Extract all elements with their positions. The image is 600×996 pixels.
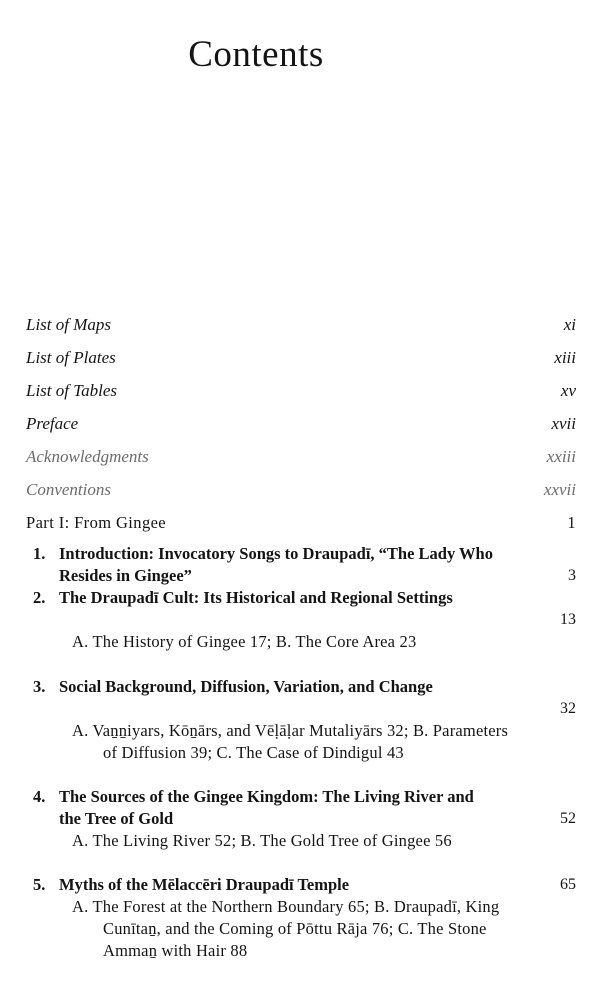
toc-entry-label: List of Tables bbox=[26, 381, 118, 400]
toc-entry-page: xxiii bbox=[546, 447, 576, 466]
toc-entry-list-of-maps[interactable] bbox=[26, 315, 576, 335]
toc-entry-acknowledgments[interactable] bbox=[26, 447, 576, 467]
chapter-number: 1. bbox=[33, 544, 46, 563]
chapter-page: 52 bbox=[560, 810, 576, 827]
page-title: Contents bbox=[188, 34, 324, 75]
chapter-page: 65 bbox=[560, 876, 576, 893]
toc-entry-preface[interactable] bbox=[26, 414, 576, 434]
chapter-page: 3 bbox=[568, 567, 576, 584]
chapter-title: Introduction: Invocatory Songs to Draupadī, “The Lady Who Resides in Gingee” bbox=[59, 544, 493, 585]
toc-entry-label: Conventions bbox=[26, 480, 111, 499]
toc-entry-list-of-tables[interactable] bbox=[26, 381, 576, 401]
toc-part-1[interactable] bbox=[26, 513, 576, 533]
toc-chapter-5[interactable] bbox=[33, 874, 576, 896]
toc-entry-page: xi bbox=[563, 315, 576, 334]
toc-entry-label: List of Plates bbox=[26, 348, 116, 367]
chapter-number: 2. bbox=[33, 588, 46, 607]
chapter-title: The Sources of the Gingee Kingdom: The Living River and the Tree of Gold bbox=[59, 787, 474, 828]
chapter-sections: A. Vaṉṉiyars, Kōṉārs, and Vēḷāḷar Mutaliyārs 32; B. Parameters of Diffusion 39; C. The Case of Dindigul 43 bbox=[72, 721, 509, 762]
toc-entry-list-of-plates[interactable] bbox=[26, 348, 576, 368]
toc-chapter-2[interactable] bbox=[33, 587, 576, 628]
toc-entry-page: xxvii bbox=[543, 480, 576, 499]
chapter-page: 32 bbox=[560, 700, 576, 717]
toc-chapter-1[interactable] bbox=[33, 543, 576, 587]
toc-entry-page: xiii bbox=[554, 348, 576, 367]
toc-entry-label: Preface bbox=[26, 414, 79, 433]
part-label: Part I: From Gingee bbox=[26, 513, 167, 532]
toc-chapter-3[interactable] bbox=[33, 676, 576, 717]
toc-entry-page: xvii bbox=[551, 414, 576, 433]
chapter-number: 3. bbox=[33, 677, 46, 696]
toc-entry-conventions[interactable] bbox=[26, 480, 576, 500]
chapter-page: 13 bbox=[560, 611, 576, 628]
chapter-title: The Draupadī Cult: Its Historical and Regional Settings bbox=[59, 588, 453, 607]
chapter-title: Social Background, Diffusion, Variation, and Change bbox=[59, 677, 433, 696]
toc-chapter-4[interactable] bbox=[33, 786, 576, 830]
toc-entry-page: xv bbox=[560, 381, 576, 400]
chapter-sections: A. The Living River 52; B. The Gold Tree of Gingee 56 bbox=[72, 831, 452, 850]
chapter-sections: A. The Forest at the Northern Boundary 65; B. Draupadī, King Cunītaṉ, and the Coming of Pōttu Rāja 76; C. The Stone Ammaṉ with Hair 88 bbox=[72, 897, 500, 960]
toc-entry-label: List of Maps bbox=[26, 315, 112, 334]
chapter-sections: A. The History of Gingee 17; B. The Core Area 23 bbox=[72, 632, 417, 651]
chapter-title: Myths of the Mēlaccēri Draupadī Temple bbox=[59, 875, 350, 894]
chapter-number: 5. bbox=[33, 875, 46, 894]
chapter-number: 4. bbox=[33, 787, 46, 806]
toc-entry-label: Acknowledgments bbox=[26, 447, 149, 466]
part-page: 1 bbox=[567, 513, 576, 532]
